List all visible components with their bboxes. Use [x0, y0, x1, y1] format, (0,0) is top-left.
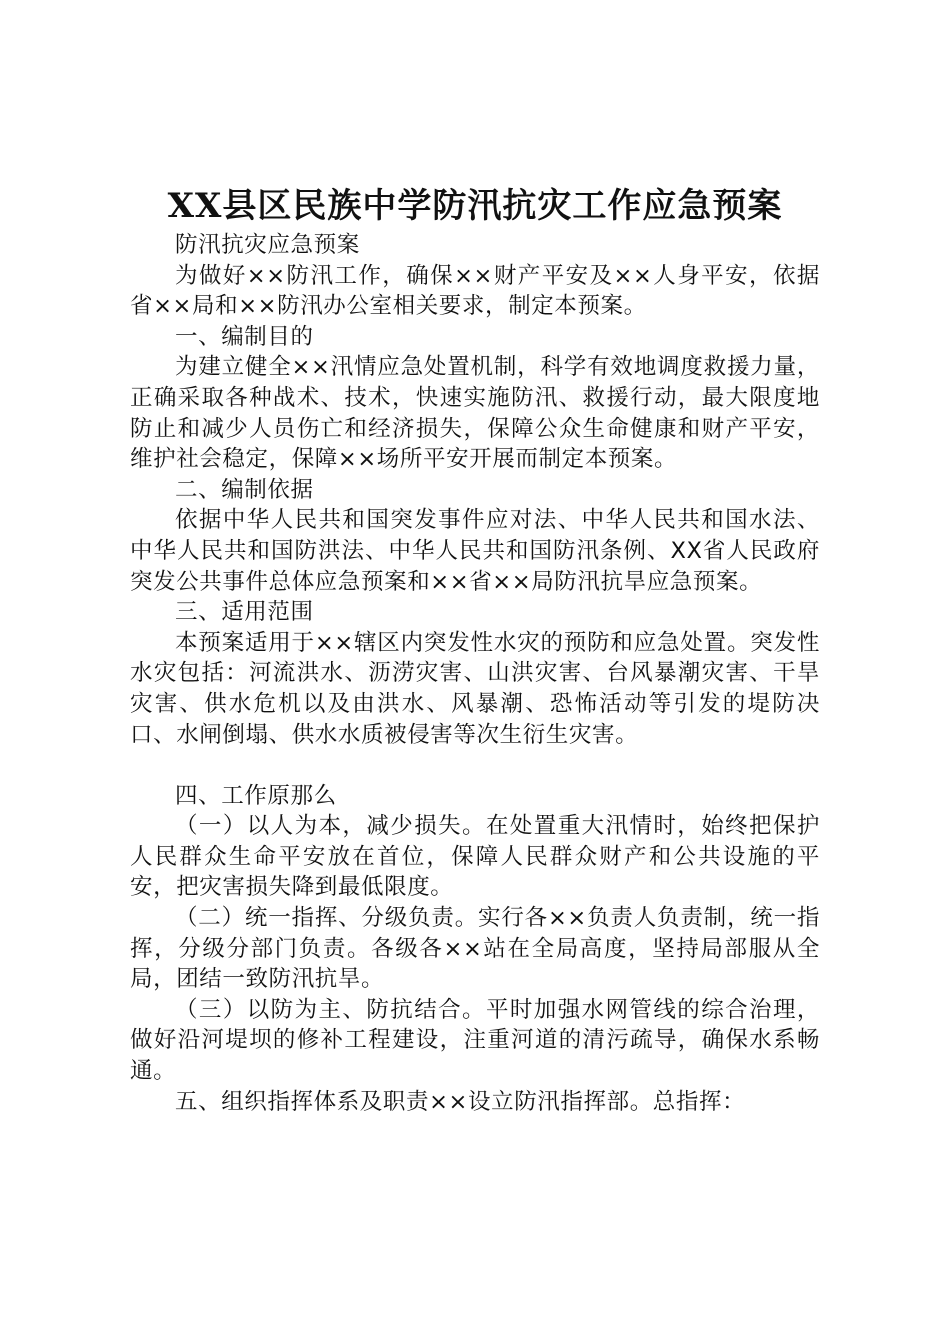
section-heading: 四、工作原那么 [175, 782, 337, 809]
paragraph: （三）以防为主、防抗结合。平时加强水网管线的综合治理，做好沿河堤坝的修补工程建设，注重河道的清污疏导，确保水系畅通。 [130, 996, 820, 1085]
paragraph: 为建立健全××汛情应急处置机制，科学有效地调度救援力量，正确采取各种战术、技术，快速实施防汛、救援行动，最大限度地防止和减少人员伤亡和经济损失，保障公众生命健康和财产平安，维护社会稳定，保障××场所平安开展而制定本预案。 [130, 354, 820, 473]
section-heading: 五、组织指挥体系及职责××设立防汛指挥部。总指挥： [175, 1088, 746, 1115]
paragraph: 依据中华人民共和国突发事件应对法、中华人民共和国水法、中华人民共和国防洪法、中华人民共和国防汛条例、XX省人民政府突发公共事件总体应急预案和××省××局防汛抗旱应急预案。 [130, 507, 820, 595]
paragraph: （一）以人为本，减少损失。在处置重大汛情时，始终把保护人民群众生命平安放在首位，保障人民群众财产和公共设施的平安，把灾害损失降到最低限度。 [130, 813, 820, 901]
section-heading: 二、编制依据 [175, 476, 314, 503]
subtitle: 防汛抗灾应急预案 [175, 232, 360, 258]
paragraph: 本预案适用于××辖区内突发性水灾的预防和应急处置。突发性水灾包括：河流洪水、沥涝灾害、山洪灾害、台风暴潮灾害、干旱灾害、供水危机以及由洪水、风暴潮、恐怖活动等引发的堤防决口、水闸倒塌、供水水质被侵害等次生衍生灾害。 [130, 629, 820, 748]
section-heading: 三、适用范围 [175, 599, 314, 626]
paragraph: 为做好××防汛工作，确保××财产平安及××人身平安，依据省××局和××防汛办公室相关要求，制定本预案。 [130, 262, 820, 320]
document-body [130, 230, 820, 1117]
section-heading: 一、编制目的 [175, 323, 314, 350]
document-title: XX县区民族中学防汛抗灾工作应急预案 [167, 186, 783, 226]
paragraph: （二）统一指挥、分级负责。实行各××负责人负责制，统一指挥，分级分部门负责。各级各××站在全局高度，坚持局部服从全局，团结一致防汛抗旱。 [130, 905, 820, 993]
